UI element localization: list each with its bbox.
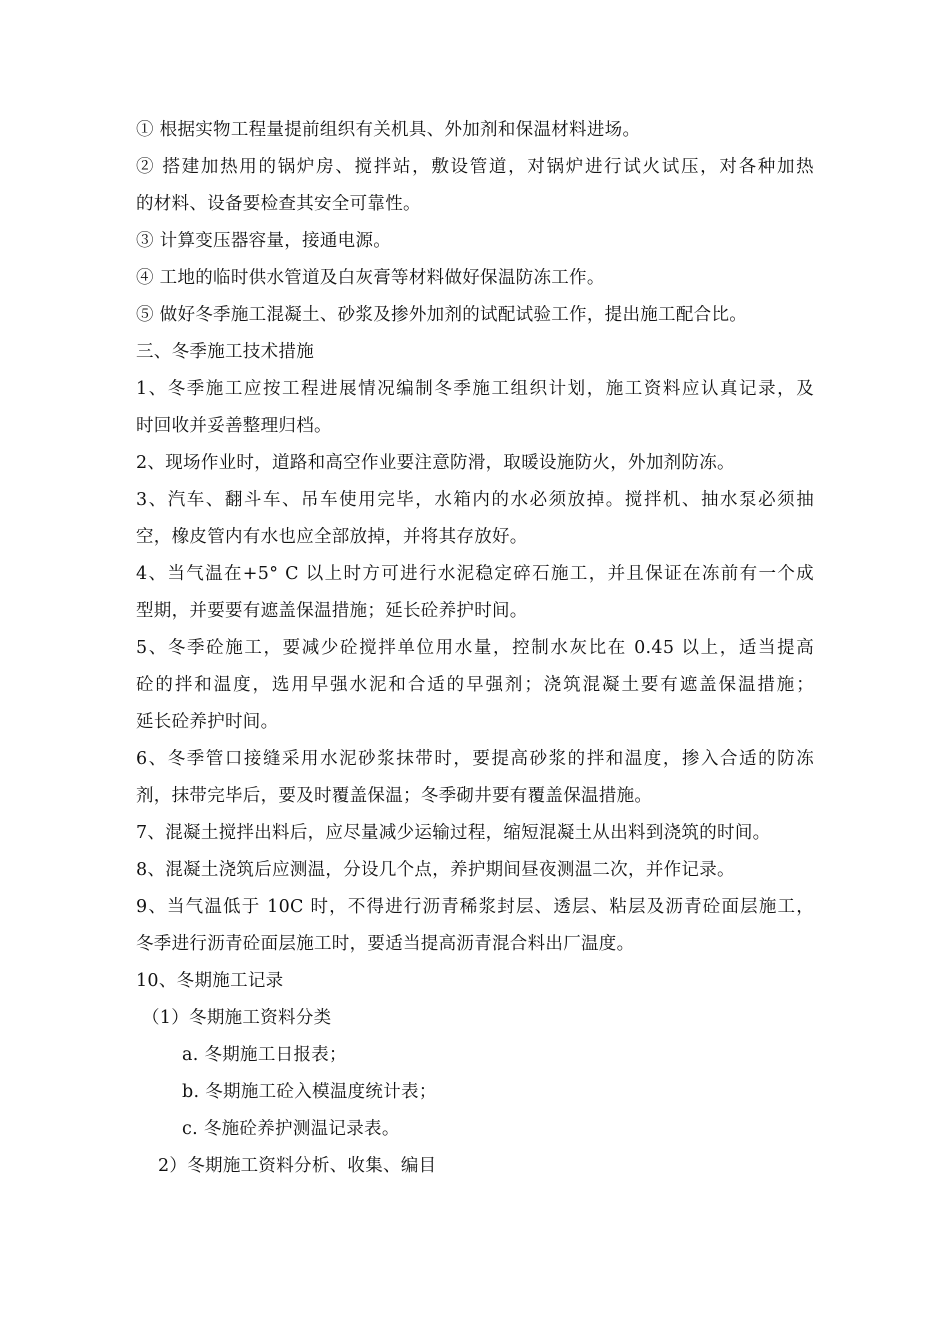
measure-2: 2、现场作业时，道路和高空作业要注意防滑，取暖设施防火，外加剂防冻。 <box>136 453 735 473</box>
measure-3-line-1: 3、汽车、翻斗车、吊车使用完毕，水箱内的水必须放掉。搅拌机、抽水泵必须抽 <box>136 490 814 510</box>
measure-5-line-1: 5、冬季砼施工，要减少砼搅拌单位用水量，控制水灰比在 0.45 以上，适当提高 <box>136 638 814 658</box>
prep-item-2-line-1: ② 搭建加热用的锅炉房、搅拌站，敷设管道，对锅炉进行试火试压，对各种加热 <box>136 157 814 177</box>
prep-item-2-line-2: 的材料、设备要检查其安全可靠性。 <box>136 194 421 214</box>
measure-4-line-2: 型期，并要要有遮盖保温措施；延长砼养护时间。 <box>136 601 528 621</box>
records-item-c: c. 冬施砼养护测温记录表。 <box>182 1119 400 1139</box>
measure-8: 8、混凝土浇筑后应测温，分设几个点，养护期间昼夜测温二次，并作记录。 <box>136 860 735 880</box>
measure-9-line-2: 冬季进行沥青砼面层施工时，要适当提高沥青混合料出厂温度。 <box>136 934 635 954</box>
records-subheading-2: 2）冬期施工资料分析、收集、编目 <box>158 1156 437 1176</box>
prep-item-5: ⑤ 做好冬季施工混凝土、砂浆及掺外加剂的试配试验工作，提出施工配合比。 <box>136 305 748 325</box>
measure-5-line-3: 延长砼养护时间。 <box>136 712 279 732</box>
measure-6-line-2: 剂，抹带完毕后，要及时覆盖保温；冬季砌井要有覆盖保温措施。 <box>136 786 653 806</box>
records-item-a: a. 冬期施工日报表； <box>182 1045 347 1065</box>
measure-10-heading: 10、冬期施工记录 <box>136 971 284 991</box>
measure-4-line-1: 4、当气温在+5° C 以上时方可进行水泥稳定碎石施工，并且保证在冻前有一个成 <box>136 564 814 584</box>
records-item-b: b. 冬期施工砼入模温度统计表； <box>182 1082 437 1102</box>
records-subheading-1: （1）冬期施工资料分类 <box>142 1008 332 1028</box>
measure-7: 7、混凝土搅拌出料后，应尽量减少运输过程，缩短混凝土从出料到浇筑的时间。 <box>136 823 771 843</box>
measure-5-line-2: 砼的拌和温度，选用早强水泥和合适的早强剂；浇筑混凝土要有遮盖保温措施； <box>136 675 814 695</box>
measure-1-line-2: 时回收并妥善整理归档。 <box>136 416 332 436</box>
prep-item-1: ① 根据实物工程量提前组织有关机具、外加剂和保温材料进场。 <box>136 120 641 140</box>
measure-6-line-1: 6、冬季管口接缝采用水泥砂浆抹带时，要提高砂浆的拌和温度，掺入合适的防冻 <box>136 749 814 769</box>
measure-1-line-1: 1、冬季施工应按工程进展情况编制冬季施工组织计划，施工资料应认真记录，及 <box>136 379 814 399</box>
prep-item-4: ④ 工地的临时供水管道及白灰膏等材料做好保温防冻工作。 <box>136 268 605 288</box>
measure-3-line-2: 空，橡皮管内有水也应全部放掉，并将其存放好。 <box>136 527 528 547</box>
measure-9-line-1: 9、当气温低于 10C 时，不得进行沥青稀浆封层、透层、粘层及沥青砼面层施工， <box>136 897 814 917</box>
prep-item-3: ③ 计算变压器容量，接通电源。 <box>136 231 392 251</box>
section-heading: 三、冬季施工技术措施 <box>136 342 314 362</box>
